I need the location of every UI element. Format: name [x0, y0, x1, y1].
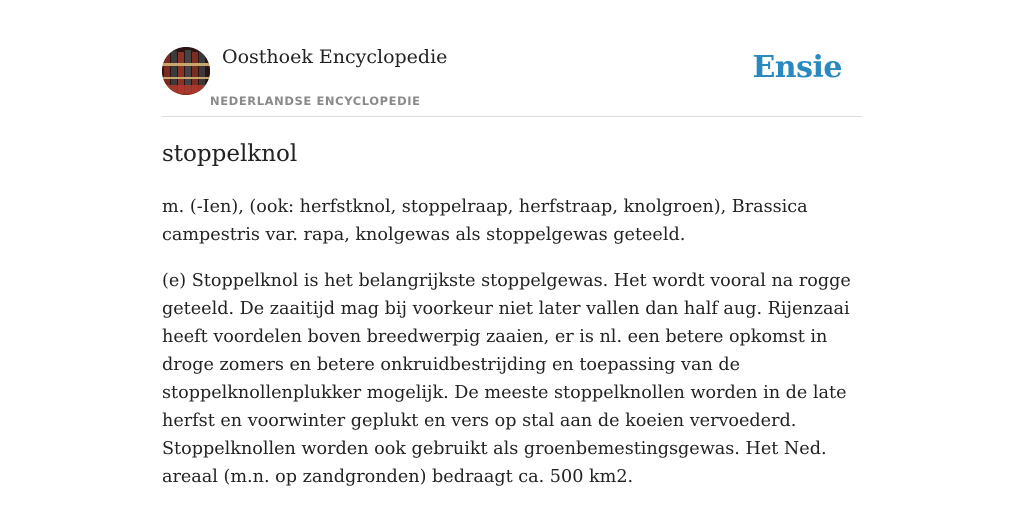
- page: [162, 0, 862, 487]
- article-paragraph: m. (-Ien), (ook: herfstknol, stoppelraap, herfstraap, knolgroen), Brassica campestris var. rapa, knolgewas als stoppelgewas geteeld.: [162, 197, 808, 245]
- site-name[interactable]: Oosthoek Encyclopedie: [222, 46, 448, 68]
- article-paragraph: (e) Stoppelknol is het belangrijkste stoppelgewas. Het wordt vooral na rogge geteeld. De zaaitijd mag bij voorkeur niet later vallen dan half aug. Rijenzaai heeft voordelen boven breedwerpig zaaien, er is nl. een betere opkomst in droge zomers en betere onkruidbestrijding en toepassing van de stoppelknollenplukker mogelijk. De meeste stoppelknollen worden in de late herfst en voorwinter geplukt en vers op stal aan de koeien vervoederd. Stoppelknollen worden ook gebruikt als groenbemestingsgewas. Het Ned. areaal (m.n. op zandgronden) bedraagt ca. 500 km2.: [162, 271, 851, 487]
- brand-logo[interactable]: Ensie: [752, 50, 842, 85]
- article-title: stoppelknol: [162, 141, 298, 167]
- site-subtitle: NEDERLANDSE ENCYCLOPEDIE: [210, 94, 421, 108]
- site-header: [162, 0, 862, 117]
- encyclopedia-books-icon[interactable]: [162, 47, 210, 95]
